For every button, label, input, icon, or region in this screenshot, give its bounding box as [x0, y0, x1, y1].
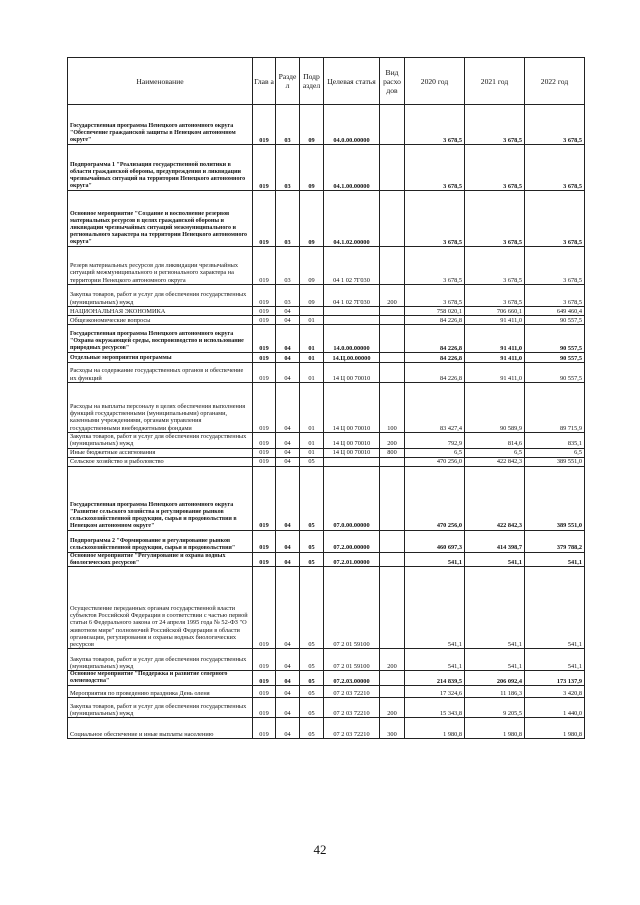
header-stat: Целевая статья	[324, 58, 380, 105]
row-name: Расходы на выплаты персоналу в целях обеспечения выполнения функций государственными (муниципальными) органами, казенными учреждениями, органами управления государственными внебюджетными фондами	[68, 383, 253, 433]
row-2020: 541,1	[405, 552, 465, 567]
row-vid: 200	[380, 433, 405, 449]
row-name: Основное мероприятие "Регулирование и охрана водных биологических ресурсов"	[68, 552, 253, 567]
row-glava: 019	[253, 686, 276, 698]
row-podrazdel: 05	[300, 466, 324, 530]
row-2020: 6,5	[405, 448, 465, 457]
table-row	[68, 105, 585, 145]
row-razdel: 03	[276, 285, 300, 307]
row-razdel: 04	[276, 686, 300, 698]
row-2020: 84 226,8	[405, 316, 465, 325]
row-stat: 14 Ц 00 70010	[324, 363, 380, 383]
row-2022: 6,5	[525, 448, 585, 457]
row-glava: 019	[253, 649, 276, 671]
row-razdel: 04	[276, 698, 300, 718]
row-glava: 019	[253, 145, 276, 191]
row-2020: 758 020,1	[405, 307, 465, 316]
row-2022: 90 557,5	[525, 316, 585, 325]
row-2022: 541,1	[525, 649, 585, 671]
table-row	[68, 285, 585, 307]
row-podrazdel: 01	[300, 363, 324, 383]
row-vid	[380, 671, 405, 686]
row-2021: 91 411,0	[465, 316, 525, 325]
row-razdel: 04	[276, 363, 300, 383]
row-2021: 91 411,0	[465, 363, 525, 383]
row-name: Государственная программа Ненецкого автономного округа "Обеспечение гражданской защиты в Ненецком автономном округе"	[68, 105, 253, 145]
table-row	[68, 718, 585, 739]
row-podrazdel: 05	[300, 649, 324, 671]
row-podrazdel: 01	[300, 325, 324, 353]
row-razdel: 04	[276, 353, 300, 363]
row-podrazdel: 01	[300, 353, 324, 363]
row-vid	[380, 457, 405, 466]
table-row	[68, 457, 585, 466]
row-2020: 84 226,8	[405, 353, 465, 363]
row-2021: 3 678,5	[465, 145, 525, 191]
header-razdel: Разде л	[276, 58, 300, 105]
row-vid	[380, 145, 405, 191]
row-name: Государственная программа Ненецкого автономного округа "Развитие сельского хозяйства и регулирование рынков сельскохозяйственной продукции, сырья и продовольствия в Ненецком автономном округе"	[68, 466, 253, 530]
row-2020: 541,1	[405, 649, 465, 671]
row-stat: 07.2.03.00000	[324, 671, 380, 686]
row-razdel: 04	[276, 457, 300, 466]
row-vid: 300	[380, 718, 405, 739]
row-podrazdel: 09	[300, 247, 324, 285]
table-row	[68, 552, 585, 567]
row-razdel: 03	[276, 145, 300, 191]
row-vid	[380, 686, 405, 698]
row-2022: 3 678,5	[525, 191, 585, 247]
row-stat: 04.0.00.00000	[324, 105, 380, 145]
row-glava: 019	[253, 353, 276, 363]
row-razdel: 04	[276, 448, 300, 457]
row-podrazdel: 09	[300, 285, 324, 307]
row-podrazdel: 01	[300, 316, 324, 325]
row-glava: 019	[253, 191, 276, 247]
row-stat: 07 2 03 72210	[324, 686, 380, 698]
row-podrazdel: 05	[300, 567, 324, 649]
row-2022: 3 678,5	[525, 105, 585, 145]
row-2022: 3 678,5	[525, 247, 585, 285]
row-stat: 07.2.01.00000	[324, 552, 380, 567]
row-2020: 3 678,5	[405, 145, 465, 191]
row-podrazdel: 05	[300, 530, 324, 552]
row-2020: 541,1	[405, 567, 465, 649]
row-name: Резерв материальных ресурсов для ликвидации чрезвычайных ситуаций межмуниципального и регионального характера на территории Ненецкого автономного округа	[68, 247, 253, 285]
row-razdel: 04	[276, 649, 300, 671]
header-2020: 2020 год	[405, 58, 465, 105]
row-vid: 200	[380, 698, 405, 718]
row-2021: 3 678,5	[465, 247, 525, 285]
row-glava: 019	[253, 307, 276, 316]
row-2021: 3 678,5	[465, 105, 525, 145]
header-vid: Вид расхо дов	[380, 58, 405, 105]
row-2022: 89 715,9	[525, 383, 585, 433]
row-2022: 3 678,5	[525, 285, 585, 307]
row-name: Подпрограмма 2 "Формирование и регулирование рынков сельскохозяйственной продукции, сырья и продовольствия"	[68, 530, 253, 552]
row-stat	[324, 307, 380, 316]
row-name: Расходы на содержание государственных органов и обеспечение их функций	[68, 363, 253, 383]
row-stat: 04.1.00.00000	[324, 145, 380, 191]
row-vid	[380, 191, 405, 247]
row-glava: 019	[253, 457, 276, 466]
row-razdel: 04	[276, 383, 300, 433]
row-2022: 1 440,0	[525, 698, 585, 718]
table-row	[68, 307, 585, 316]
row-name: Сельское хозяйство и рыболовство	[68, 457, 253, 466]
row-2021: 541,1	[465, 552, 525, 567]
row-2020: 84 226,8	[405, 363, 465, 383]
row-razdel: 04	[276, 718, 300, 739]
row-stat: 14.Ц.00.00000	[324, 353, 380, 363]
row-vid: 200	[380, 649, 405, 671]
table-row	[68, 145, 585, 191]
row-glava: 019	[253, 671, 276, 686]
row-2021: 414 398,7	[465, 530, 525, 552]
row-stat: 07.0.00.00000	[324, 466, 380, 530]
row-vid	[380, 363, 405, 383]
row-vid	[380, 567, 405, 649]
row-razdel: 04	[276, 466, 300, 530]
row-glava: 019	[253, 530, 276, 552]
row-2022: 90 557,5	[525, 363, 585, 383]
table-row	[68, 433, 585, 449]
row-vid	[380, 325, 405, 353]
row-2021: 422 842,3	[465, 457, 525, 466]
row-name: Осуществление переданных органам государственной власти субъектов Российской Федерации в соответствии с частью первой статьи 6 Федерального закона от 24 апреля 1995 года № 52-ФЗ "О животном мире" полномочий Российской Федерации в области организации, регулирования и охраны водных биологических ресурсов	[68, 567, 253, 649]
row-podrazdel: 05	[300, 698, 324, 718]
row-2021: 3 678,5	[465, 191, 525, 247]
row-2020: 3 678,5	[405, 105, 465, 145]
row-razdel: 04	[276, 530, 300, 552]
row-razdel: 04	[276, 307, 300, 316]
row-vid	[380, 530, 405, 552]
row-glava: 019	[253, 285, 276, 307]
row-2020: 470 256,0	[405, 457, 465, 466]
row-name: Общеэкономические вопросы	[68, 316, 253, 325]
header-glava: Глав а	[253, 58, 276, 105]
row-2020: 15 343,8	[405, 698, 465, 718]
table-row	[68, 363, 585, 383]
row-stat: 14.0.00.00000	[324, 325, 380, 353]
row-glava: 019	[253, 383, 276, 433]
row-podrazdel: 05	[300, 552, 324, 567]
row-podrazdel: 05	[300, 718, 324, 739]
row-glava: 019	[253, 718, 276, 739]
row-podrazdel: 09	[300, 105, 324, 145]
row-vid	[380, 552, 405, 567]
row-razdel: 04	[276, 433, 300, 449]
row-2022: 389 551,0	[525, 457, 585, 466]
row-stat	[324, 316, 380, 325]
row-podrazdel: 05	[300, 457, 324, 466]
table-row	[68, 353, 585, 363]
row-2020: 1 980,8	[405, 718, 465, 739]
row-glava: 019	[253, 567, 276, 649]
row-stat: 14 Ц 00 70010	[324, 383, 380, 433]
table-row	[68, 316, 585, 325]
budget-table	[67, 57, 585, 739]
row-2020: 460 697,3	[405, 530, 465, 552]
row-glava: 019	[253, 325, 276, 353]
row-podrazdel: 01	[300, 448, 324, 457]
row-podrazdel	[300, 307, 324, 316]
row-stat: 14 Ц 00 70010	[324, 448, 380, 457]
table-row	[68, 247, 585, 285]
row-podrazdel: 05	[300, 686, 324, 698]
row-glava: 019	[253, 698, 276, 718]
row-podrazdel: 09	[300, 191, 324, 247]
row-name: Закупка товаров, работ и услуг для обеспечения государственных (муниципальных) нужд	[68, 698, 253, 718]
row-razdel: 03	[276, 105, 300, 145]
row-razdel: 04	[276, 316, 300, 325]
row-razdel: 03	[276, 191, 300, 247]
row-stat: 07 2 03 72210	[324, 718, 380, 739]
row-stat: 04.1.02.00000	[324, 191, 380, 247]
table-row	[68, 567, 585, 649]
row-2021: 706 660,1	[465, 307, 525, 316]
row-2022: 379 788,2	[525, 530, 585, 552]
table-row	[68, 686, 585, 698]
row-stat: 07 2 01 59100	[324, 567, 380, 649]
table-row	[68, 448, 585, 457]
row-name: Закупка товаров, работ и услуг для обеспечения государственных (муниципальных) нужд	[68, 433, 253, 449]
row-razdel: 04	[276, 325, 300, 353]
row-2021: 814,6	[465, 433, 525, 449]
row-glava: 019	[253, 466, 276, 530]
row-name: Основное мероприятие "Поддержка и развитие северного оленеводства"	[68, 671, 253, 686]
row-razdel: 04	[276, 671, 300, 686]
row-2022: 835,1	[525, 433, 585, 449]
row-2020: 3 678,5	[405, 285, 465, 307]
row-2022: 90 557,5	[525, 353, 585, 363]
row-glava: 019	[253, 552, 276, 567]
row-glava: 019	[253, 363, 276, 383]
table-row	[68, 191, 585, 247]
row-2020: 84 226,8	[405, 325, 465, 353]
row-2021: 541,1	[465, 649, 525, 671]
row-2020: 3 678,5	[405, 191, 465, 247]
table-header-row	[68, 58, 585, 105]
row-2020: 470 256,0	[405, 466, 465, 530]
row-name: НАЦИОНАЛЬНАЯ ЭКОНОМИКА	[68, 307, 253, 316]
row-podrazdel: 01	[300, 383, 324, 433]
row-2022: 541,1	[525, 567, 585, 649]
row-glava: 019	[253, 247, 276, 285]
row-2021: 206 092,4	[465, 671, 525, 686]
row-glava: 019	[253, 316, 276, 325]
table-row	[68, 671, 585, 686]
row-name: Закупка товаров, работ и услуг для обеспечения государственных (муниципальных) нужд	[68, 649, 253, 671]
row-stat: 07 2 03 72210	[324, 698, 380, 718]
row-2021: 6,5	[465, 448, 525, 457]
row-vid	[380, 466, 405, 530]
table-row	[68, 530, 585, 552]
row-razdel: 04	[276, 567, 300, 649]
row-2021: 91 411,0	[465, 325, 525, 353]
row-2020: 3 678,5	[405, 247, 465, 285]
table-row	[68, 383, 585, 433]
row-2020: 83 427,4	[405, 383, 465, 433]
row-name: Социальное обеспечение и иные выплаты населению	[68, 718, 253, 739]
row-vid: 800	[380, 448, 405, 457]
row-2022: 3 678,5	[525, 145, 585, 191]
row-2022: 173 137,9	[525, 671, 585, 686]
row-2021: 91 411,0	[465, 353, 525, 363]
row-vid	[380, 247, 405, 285]
row-name: Основное мероприятие "Создание и восполнение резервов материальных ресурсов в целях гражданской обороны и ликвидации чрезвычайных ситуаций межмуниципального и регионального характера на территории Ненецкого автономного округа"	[68, 191, 253, 247]
row-stat: 04 1 02 7Г030	[324, 247, 380, 285]
row-vid	[380, 316, 405, 325]
row-razdel: 03	[276, 247, 300, 285]
row-glava: 019	[253, 105, 276, 145]
row-2022: 649 460,4	[525, 307, 585, 316]
row-podrazdel: 05	[300, 671, 324, 686]
row-stat: 07.2.00.00000	[324, 530, 380, 552]
header-2022: 2022 год	[525, 58, 585, 105]
row-glava: 019	[253, 448, 276, 457]
row-2021: 422 842,3	[465, 466, 525, 530]
row-2021: 1 980,8	[465, 718, 525, 739]
row-2021: 9 205,5	[465, 698, 525, 718]
row-2022: 389 551,0	[525, 466, 585, 530]
row-2020: 17 324,6	[405, 686, 465, 698]
row-vid	[380, 105, 405, 145]
row-2022: 3 420,8	[525, 686, 585, 698]
row-stat	[324, 457, 380, 466]
row-vid: 100	[380, 383, 405, 433]
row-stat: 04 1 02 7Г030	[324, 285, 380, 307]
row-razdel: 04	[276, 552, 300, 567]
row-stat: 07 2 01 59100	[324, 649, 380, 671]
row-vid	[380, 353, 405, 363]
row-vid: 200	[380, 285, 405, 307]
page-number: 42	[313, 842, 327, 857]
row-name: Отдельные мероприятия программы	[68, 353, 253, 363]
row-stat: 14 Ц 00 70010	[324, 433, 380, 449]
row-name: Закупка товаров, работ и услуг для обеспечения государственных (муниципальных) нужд	[68, 285, 253, 307]
row-2022: 90 557,5	[525, 325, 585, 353]
row-podrazdel: 09	[300, 145, 324, 191]
row-2020: 792,9	[405, 433, 465, 449]
row-name: Мероприятия по проведению праздника День оленя	[68, 686, 253, 698]
row-2021: 541,1	[465, 567, 525, 649]
row-glava: 019	[253, 433, 276, 449]
header-name: Наименование	[68, 58, 253, 105]
row-name: Иные бюджетные ассигнования	[68, 448, 253, 457]
row-2021: 11 186,3	[465, 686, 525, 698]
row-2021: 3 678,5	[465, 285, 525, 307]
row-podrazdel: 01	[300, 433, 324, 449]
table-row	[68, 698, 585, 718]
header-2021: 2021 год	[465, 58, 525, 105]
table-row	[68, 325, 585, 353]
row-2020: 214 839,5	[405, 671, 465, 686]
row-2021: 90 589,9	[465, 383, 525, 433]
table-row	[68, 649, 585, 671]
row-2022: 541,1	[525, 552, 585, 567]
row-vid	[380, 307, 405, 316]
header-podrazdel: Подр аздел	[300, 58, 324, 105]
row-2022: 1 980,8	[525, 718, 585, 739]
table-row	[68, 466, 585, 530]
row-name: Подпрограмма 1 "Реализация государственной политики в области гражданской обороны, предупреждения и ликвидации чрезвычайных ситуаций на территории Ненецкого автономного округа"	[68, 145, 253, 191]
row-name: Государственная программа Ненецкого автономного округа "Охрана окружающей среды, воспроизводство и использование природных ресурсов"	[68, 325, 253, 353]
